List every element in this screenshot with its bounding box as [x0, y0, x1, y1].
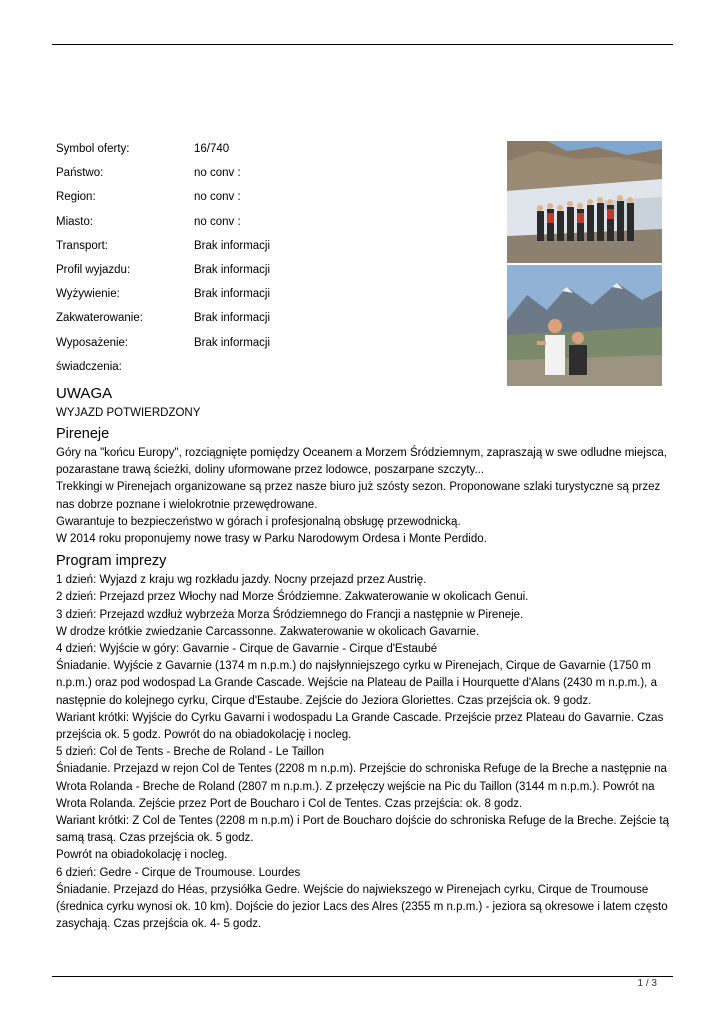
offer-detail-row [56, 356, 476, 380]
pyrenees-paragraph: Góry na "końcu Europy", rozciągnięte pomiędzy Oceanem a Morzem Śródziemnym, zapraszają w swe odludne miejsca, pozarastane trawą ścieżki, doliny uformowane przez lodowce, poszarpane szczyty... [56, 447, 667, 477]
detail-value: no conv : [194, 215, 241, 228]
pyrenees-paragraph: Trekkingi w Pirenejach organizowane są przez nasze biuro już szósty sezon. Proponowane szlaki turystyczne są przez nas dobrze poznane i wielokrotnie przewędrowane. [56, 481, 661, 511]
program-paragraph: Śniadanie. Przejazd do Héas, przysiółka Gedre. Wejście do najwiekszego w Pirenejach cyrku, Cirque de Troumouse (średnica cyrku wynosi ok. 10 km). Dojście do jezior Lacs des Alres (2355 m n.p.m.) - jeziora są okresowe i latem często zasychają. Czas przejścia ok. 4- 5 godz. [56, 883, 668, 931]
offer-detail-row [56, 235, 476, 259]
detail-label: Wyposażenie: [56, 336, 129, 349]
group-hiking-photo [507, 141, 662, 263]
program-paragraph: 4 dzień: Wyjście w góry: Gavarnie - Cirque de Gavarnie - Cirque d'Estaubé [56, 643, 438, 656]
couple-mountains-photo [507, 265, 662, 386]
program-paragraph: 5 dzień: Col de Tents - Breche de Roland - Le Taillon [56, 746, 325, 759]
section-title-pyrenees: Pireneje [56, 426, 110, 442]
detail-label: Zakwaterowanie: [56, 312, 143, 325]
detail-value: no conv : [194, 191, 241, 204]
detail-value: Brak informacji [194, 288, 271, 301]
detail-value: Brak informacji [194, 336, 271, 349]
detail-value: Brak informacji [194, 263, 271, 276]
offer-content [56, 384, 676, 933]
detail-label: Profil wyjazdu: [56, 263, 131, 276]
program-paragraph: W drodze krótkie zwiedzanie Carcassonne. Zakwaterowanie w okolicach Gavarnie. [56, 625, 480, 638]
program-paragraph: 3 dzień: Przejazd wzdłuż wybrzeża Morza Śródziemnego do Francji a następnie w Pireneje. [56, 608, 524, 621]
offer-detail-row [56, 162, 476, 186]
program-paragraph: Wariant krótki: Z Col de Tentes (2208 m n.p.m) i Port de Boucharo dojście do schroniska Refuge de la Breche. Zejście tą samą trasą. Czas przejścia ok. 5 godz. [56, 815, 669, 845]
detail-label: Symbol oferty: [56, 143, 130, 155]
pyrenees-paragraph: W 2014 roku proponujemy nowe trasy w Parku Narodowym Ordesa i Monte Perdido. [56, 533, 487, 546]
detail-value: Brak informacji [194, 239, 271, 252]
header-rule [52, 44, 673, 45]
notice-heading: UWAGA [56, 385, 113, 402]
detail-label: Wyżywienie: [56, 288, 120, 301]
offer-detail-row [56, 307, 476, 331]
detail-label: świadczenia: [56, 360, 122, 373]
offer-detail-row [56, 259, 476, 283]
detail-value: 16/740 [194, 143, 230, 155]
program-paragraph: 2 dzień: Przejazd przez Włochy nad Morze Śródziemne. Zakwaterowanie w okolicach Genui. [56, 591, 529, 604]
offer-details [56, 138, 476, 380]
detail-value: no conv : [194, 167, 241, 180]
program-paragraph: Śniadanie. Przejazd w rejon Col de Tentes (2208 m n.p.m). Przejście do schroniska Refuge de la Breche a następnie na Wrota Rolanda - Breche de Roland (2807 m n.p.m.). Z przełęczy wejście na Pic du Taillon (3144 m n.p.m.). Powrót na Wrota Rolanda. Zejście przez Port de Boucharo i Col de Tentes. Czas przejścia: ok. 8 godz. [56, 763, 667, 810]
offer-detail-row [56, 332, 476, 356]
footer-rule [52, 976, 673, 977]
program-paragraph: Śniadanie. Wyjście z Gavarnie (1374 m n.p.m.) do najsłynniejszego cyrku w Pirenejach, Cirque de Gavarnie (1750 m n.p.m.) oraz pod wodospad La Grande Cascade. Wejście na Plateau de Pailla i Hourquette d'Alans (2430 m n.p.m.), a następnie do kolejnego cyrku, Cirque d'Estaube. Zejście do Jeziora Gloriettes. Czas przejścia ok. 9 godz. [56, 660, 657, 707]
program-paragraph: 1 dzień: Wyjazd z kraju wg rozkładu jazdy. Nocny przejazd przez Austrię. [56, 574, 427, 587]
offer-detail-row [56, 138, 476, 162]
offer-detail-row [56, 283, 476, 307]
page-number: 1 / 3 [637, 978, 657, 989]
offer-detail-row [56, 211, 476, 235]
detail-label: Państwo: [56, 167, 104, 180]
confirmed-status: WYJAZD POTWIERDZONY [56, 407, 201, 419]
pyrenees-paragraph: Gwarantuje to bezpieczeństwo w górach i profesjonalną obsługę przewodnicką. [56, 515, 461, 528]
offer-detail-row [56, 186, 476, 210]
detail-label: Transport: [56, 239, 108, 252]
program-paragraph: Wariant krótki: Wyjście do Cyrku Gavarni i wodospadu La Grande Cascade. Przejście przez Plateau do Gavarnie. Czas przejścia ok. 5 godz. Powrót do na obiadokolację i nocleg. [56, 711, 664, 742]
detail-value: Brak informacji [194, 312, 271, 325]
detail-label: Region: [56, 191, 96, 204]
section-title-program: Program imprezy [56, 553, 167, 570]
program-paragraph: 6 dzień: Gedre - Cirque de Troumouse. Lourdes [56, 866, 301, 879]
program-paragraph: Powrót na obiadokolację i nocleg. [56, 849, 228, 862]
detail-label: Miasto: [56, 215, 94, 228]
